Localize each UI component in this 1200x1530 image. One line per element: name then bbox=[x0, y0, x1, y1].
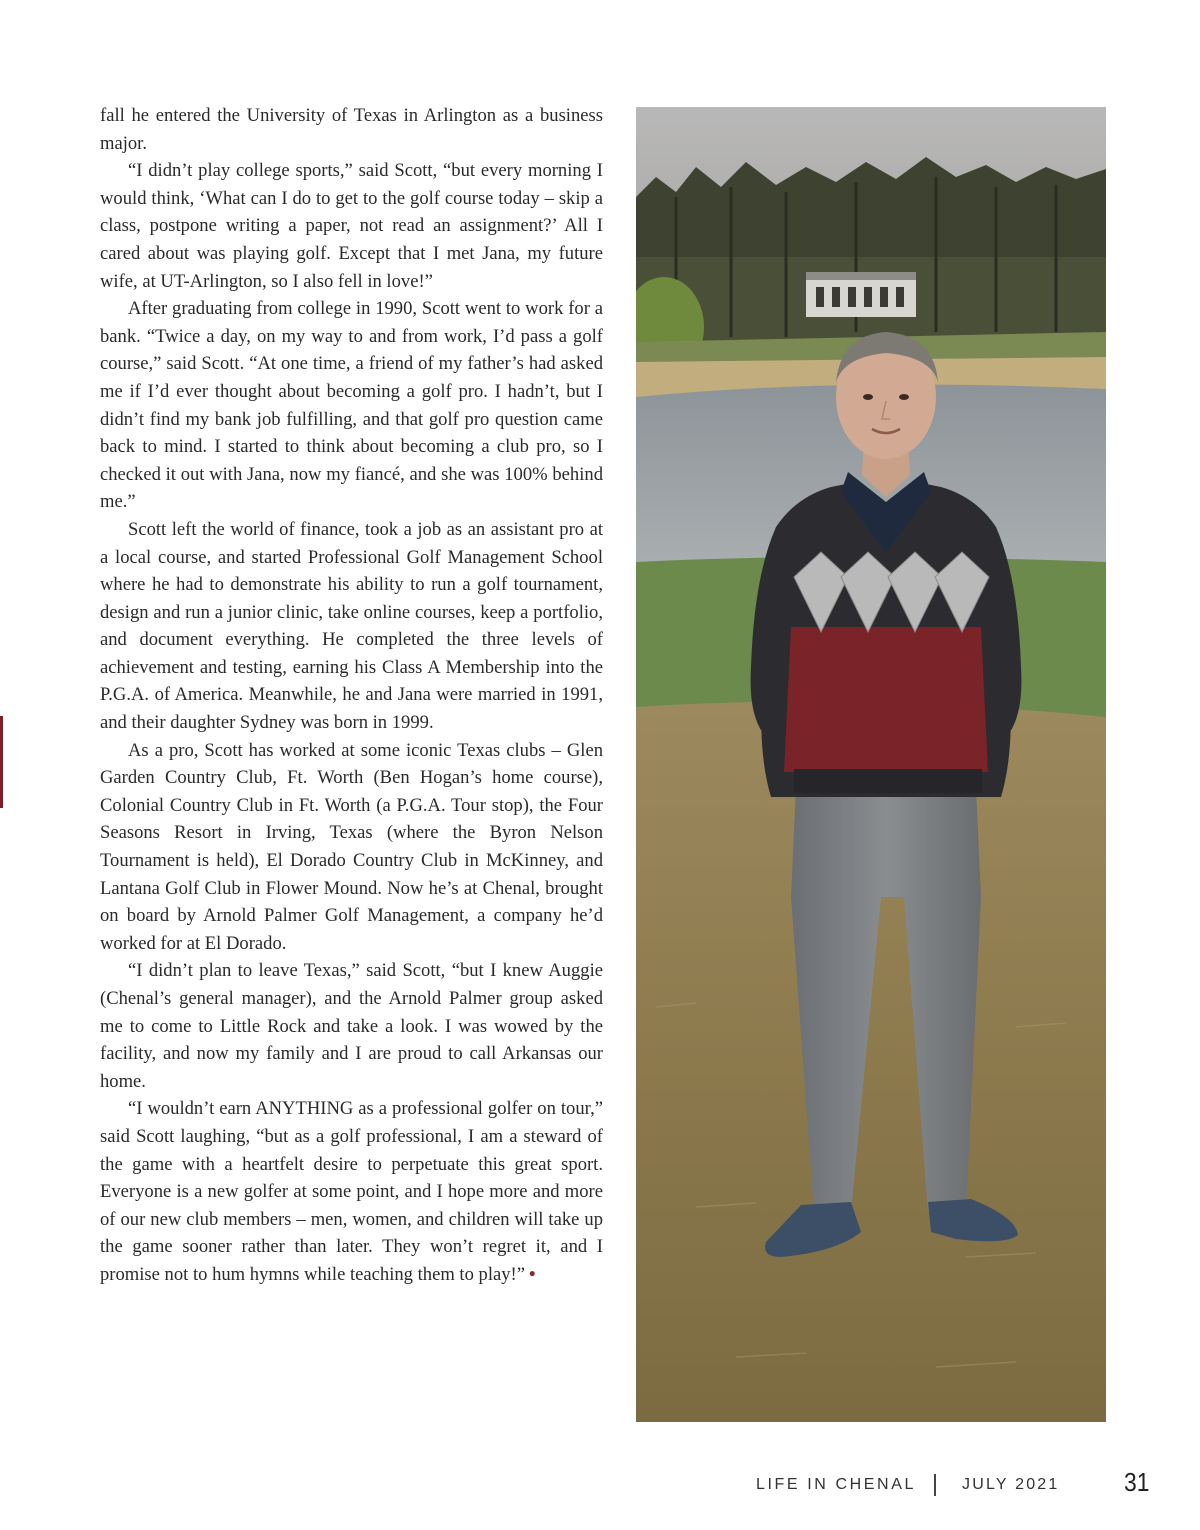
footer-divider bbox=[934, 1474, 936, 1496]
issue-date: JULY 2021 bbox=[962, 1476, 1060, 1493]
article-paragraph-1: fall he entered the University of Texas in Arlington as a business major. bbox=[100, 105, 603, 154]
article-paragraph-4: Scott left the world of finance, took a job as an assistant pro at a local course, and started Professional Golf Management School where he had to demonstrate his ability to run a golf tournament, design and run a junior clinic, take online courses, keep a portfolio, and document everything. He completed the three levels of achievement and testing, earning his Class A Membership into the P.G.A. of America. Meanwhile, he and Jana were married in 1991, and their daughter Sydney was born in 1999. bbox=[100, 518, 603, 734]
page-number: 31 bbox=[1124, 1467, 1150, 1497]
page-edge-accent-bar bbox=[0, 716, 3, 808]
article-paragraph-5: As a pro, Scott has worked at some iconic Texas clubs – Glen Garden Country Club, Ft. Worth (Ben Hogan’s home course), Colonial Country Club in Ft. Worth (a P.G.A. Tour stop), the Four Seasons Resort in Irving, Texas (where the Byron Nelson Tournament is held), El Dorado Country Club in McKinney, and Lantana Golf Club in Flower Mound. Now he’s at Chenal, brought on board by Arnold Palmer Golf Management, a company he’d worked for at El Dorado. bbox=[100, 739, 603, 954]
article-paragraph-3: After graduating from college in 1990, Scott went to work for a bank. “Twice a day, on my way to and from work, I’d pass a golf course,” said Scott. “At one time, a friend of my father’s had asked me if I’d ever thought about becoming a golf pro. I hadn’t, but I didn’t find my bank job fulfilling, and that golf pro question came back to mind. I started to think about becoming a club pro, so I checked it out with Jana, now my fiancé, and she was 100% behind me.” bbox=[100, 298, 603, 513]
golf-pro-portrait-photo bbox=[636, 107, 1106, 1422]
article-paragraph-7 bbox=[100, 1095, 603, 1288]
end-of-article-mark: • bbox=[529, 1263, 536, 1285]
page-footer bbox=[0, 1467, 1200, 1510]
article-paragraph-2: “I didn’t play college sports,” said Scott, “but every morning I would think, ‘What can I do to get to the golf course today – skip a class, postpone writing a paper, not read an assignment?’ All I cared about was playing golf. Except that I met Jana, my future wife, at UT-Arlington, so I also fell in love!” bbox=[100, 160, 603, 292]
article-paragraph-6: “I didn’t plan to leave Texas,” said Scott, “but I knew Auggie (Chenal’s general manager), and the Arnold Palmer group asked me to come to Little Rock and take a look. I was wowed by the facility, and now my family and I are proud to call Arkansas our home. bbox=[100, 960, 603, 1092]
magazine-title: LIFE IN CHENAL bbox=[756, 1476, 916, 1493]
article-paragraph-7-text: “I wouldn’t earn ANYTHING as a professional golfer on tour,” said Scott laughing, “but as a golf professional, I am a steward of the game with a heartfelt desire to perpetuate this great sport. Everyone is a new golfer at some point, and I hope more and more of our new club members – men, women, and children will take up the game sooner rather than later. They won’t regret it, and I promise not to hum hymns while teaching them to play!” bbox=[100, 1098, 603, 1285]
article-column bbox=[100, 102, 603, 1289]
